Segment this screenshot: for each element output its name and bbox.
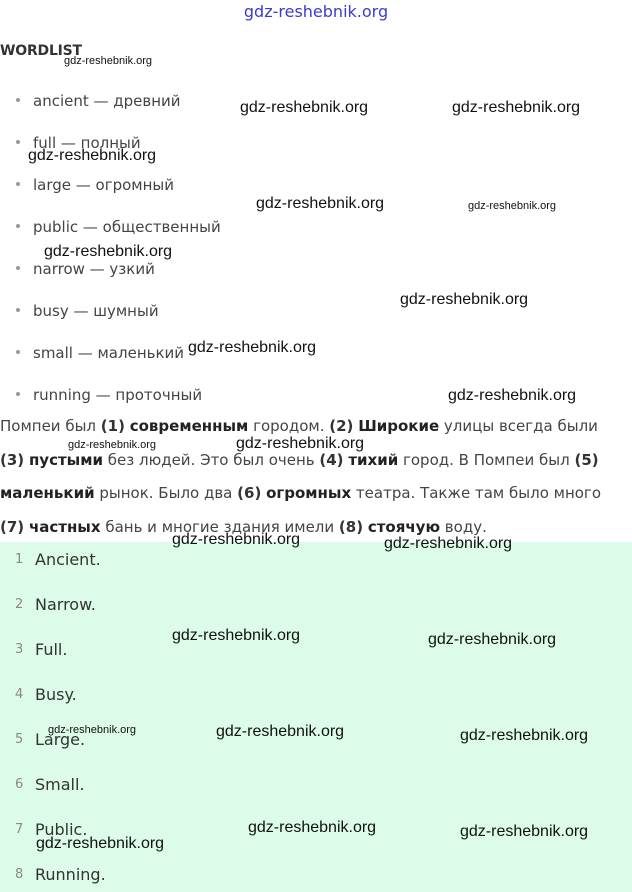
watermark: gdz-reshebnik.org [216,723,345,740]
list-item: large — огромный [16,176,174,194]
translation-passage: Помпеи был (1) современным городом. (2) Широкие улицы всегда были (3) пустыми без людей. Это был очень (4) тихий город. В Помпеи был (5) маленький рынок. Было два (6) огромных театра. Также там было много (7) частных бань и многие здания имели (8) стоячую воду. [0,417,601,536]
answer-row: 5 Large. [15,730,86,749]
watermark: gdz-reshebnik.org [248,819,377,836]
answer-row: 2 Narrow. [15,595,96,614]
list-item: public — общественный [16,218,221,236]
bullet-icon [16,182,20,186]
watermark: gdz-reshebnik.org [468,200,557,212]
list-item: narrow — узкий [16,260,155,278]
watermark: gdz-reshebnik.org [36,835,165,852]
bullet-icon [16,98,20,102]
bullet-icon [16,308,20,312]
list-item: full — полный [16,134,141,152]
watermark: gdz-reshebnik.org [68,439,157,451]
watermark: gdz-reshebnik.org [460,727,589,744]
watermark: gdz-reshebnik.org [44,243,173,260]
bullet-icon [16,266,20,270]
watermark: gdz-reshebnik.org [64,55,153,67]
watermark: gdz-reshebnik.org [172,627,301,644]
watermark: gdz-reshebnik.org [28,147,157,164]
wordlist-heading: WORDLIST [0,43,82,59]
watermark: gdz-reshebnik.org [240,99,369,116]
watermark: gdz-reshebnik.org [188,339,317,356]
answer-row: 4 Busy. [15,685,77,704]
watermark: gdz-reshebnik.org [172,531,301,548]
watermark: gdz-reshebnik.org [428,631,557,648]
list-item: running — проточный [16,386,202,404]
watermark: gdz-reshebnik.org [48,724,137,736]
watermark: gdz-reshebnik.org [256,195,385,212]
answer-row: 6 Small. [15,775,85,794]
watermark: gdz-reshebnik.org [236,435,365,452]
list-item: small — маленький [16,344,184,362]
answer-row: 3 Full. [15,640,68,659]
answer-row: 1 Ancient. [15,550,101,569]
answer-row: 8 Running. [15,865,106,884]
answer-row: 7 Public. [15,820,88,839]
bullet-icon [16,224,20,228]
bullet-icon [16,140,20,144]
bullet-icon [16,350,20,354]
watermark: gdz-reshebnik.org [384,535,513,552]
site-link[interactable]: gdz-reshebnik.org [243,2,389,21]
list-item: busy — шумный [16,302,159,320]
bullet-icon [16,392,20,396]
watermark: gdz-reshebnik.org [452,99,581,116]
list-item: ancient — древний [16,92,181,110]
watermark: gdz-reshebnik.org [460,823,589,840]
watermark: gdz-reshebnik.org [400,291,529,308]
watermark: gdz-reshebnik.org [448,387,577,404]
